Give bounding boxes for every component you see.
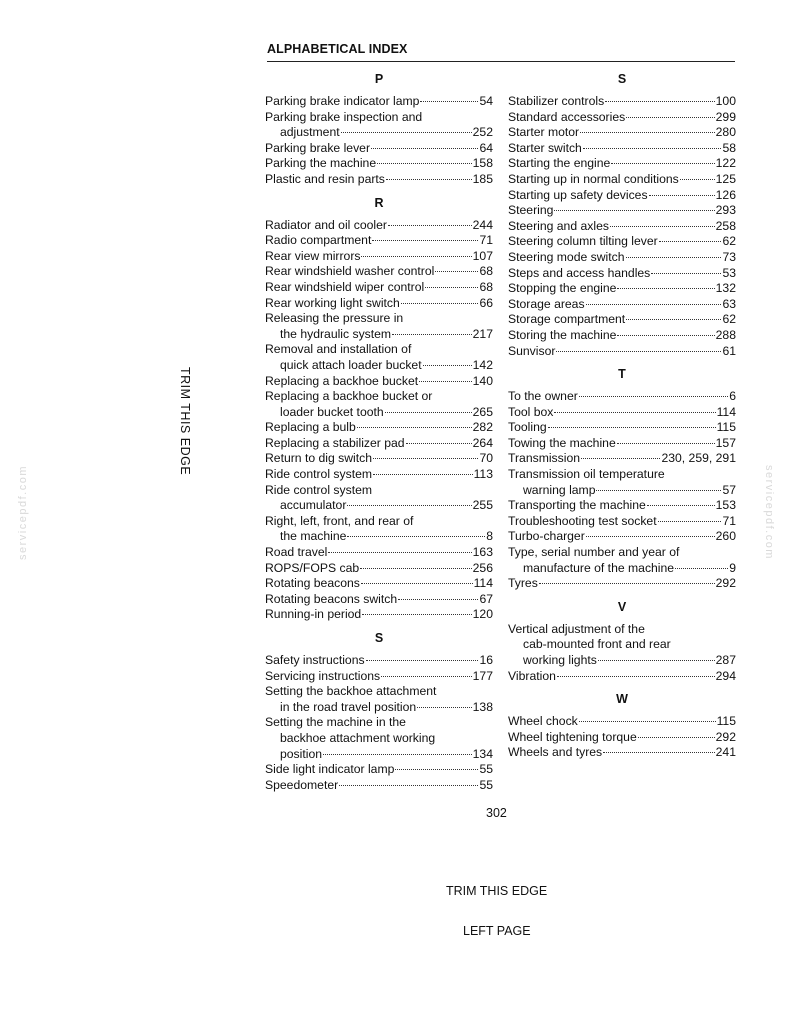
entry-text: Ride control system [265, 467, 373, 482]
entry-text: Rotating beacons [265, 576, 360, 591]
index-entry [265, 684, 493, 715]
index-entry [265, 561, 493, 577]
entry-page-number: 294 [715, 668, 736, 683]
entry-page-number: 230, 259, 291 [661, 451, 736, 466]
index-entry [265, 172, 493, 188]
entry-text: ROPS/FOPS cab [265, 560, 360, 575]
entry-page-number: 62 [722, 234, 736, 249]
entry-text: Rear working light switch [265, 295, 400, 310]
entry-page-number: 217 [472, 326, 493, 341]
leader-dots [596, 490, 721, 491]
index-entry [508, 576, 736, 592]
entry-page-number: 73 [722, 249, 736, 264]
index-entry [265, 451, 493, 467]
entry-page-number: 115 [716, 714, 736, 729]
entry-page-number: 177 [472, 668, 493, 683]
entry-page-number: 67 [479, 591, 493, 606]
leader-dots [401, 303, 479, 304]
entry-page-number: 157 [715, 435, 736, 450]
index-entry [508, 281, 736, 297]
trim-edge-side-label: TRIM THIS EDGE [178, 367, 192, 476]
entry-page-number: 292 [715, 729, 736, 744]
leader-dots [617, 443, 715, 444]
leader-dots [381, 676, 472, 677]
section-letter: S [617, 72, 627, 86]
entry-text: Starter switch [508, 140, 582, 155]
index-entry [265, 110, 493, 141]
index-column-left [265, 72, 493, 793]
leader-dots [626, 319, 721, 320]
entry-text: Troubleshooting test socket [508, 513, 657, 528]
index-entry [265, 592, 493, 608]
entry-text: Towing the machine [508, 435, 616, 450]
entry-page-number: 299 [715, 109, 736, 124]
entry-text: Plastic and resin parts [265, 171, 385, 186]
header-divider [267, 61, 735, 62]
leader-dots [617, 288, 714, 289]
entry-text: Vertical adjustment of the [508, 621, 645, 636]
index-entry [265, 233, 493, 249]
entry-text: Transmission oil temperature [508, 467, 665, 482]
index-column-right [508, 72, 736, 761]
entry-page-number: 241 [715, 745, 736, 760]
index-entry [508, 344, 736, 360]
index-entry [508, 714, 736, 730]
index-entry [265, 778, 493, 794]
leader-dots [611, 163, 714, 164]
index-entry [508, 622, 736, 669]
index-entry [265, 514, 493, 545]
index-entry [508, 297, 736, 313]
leader-dots [347, 505, 471, 506]
leader-dots [554, 210, 714, 211]
entry-text: quick attach loader bucket [280, 357, 422, 372]
entry-page-number: 115 [716, 420, 736, 435]
entry-page-number: 9 [729, 560, 736, 575]
leader-dots [617, 335, 714, 336]
entry-text: Replacing a stabilizer pad [265, 435, 405, 450]
index-entry [265, 576, 493, 592]
index-entry [508, 156, 736, 172]
index-entry [265, 311, 493, 342]
entry-page-number: 153 [715, 498, 736, 513]
entry-text: Ride control system [265, 482, 373, 497]
index-entry [265, 436, 493, 452]
entry-text: Transporting the machine [508, 498, 646, 513]
index-entry [265, 156, 493, 172]
index-entry [508, 141, 736, 157]
index-entry [508, 110, 736, 126]
entry-text: backhoe attachment working [280, 730, 436, 745]
entry-text: Removal and installation of [265, 342, 412, 357]
index-entry [265, 264, 493, 280]
entry-page-number: 260 [715, 529, 736, 544]
watermark-right: servicepdf.com [763, 465, 775, 560]
section-letter: W [616, 692, 628, 707]
entry-text: Radiator and oil cooler [265, 217, 387, 232]
entry-text: Steps and access handles [508, 265, 651, 280]
entry-text: accumulator [280, 498, 347, 513]
leader-dots [323, 754, 472, 755]
entry-page-number: 158 [472, 156, 493, 171]
index-entry [508, 745, 736, 761]
entry-page-number: 125 [715, 171, 736, 186]
entry-text: Setting the machine in the [265, 715, 406, 730]
entry-page-number: 134 [472, 746, 493, 761]
left-page-label: LEFT PAGE [463, 924, 531, 938]
entry-page-number: 16 [479, 653, 493, 667]
entry-page-number: 6 [729, 389, 736, 404]
entry-text: Tool box [508, 404, 554, 419]
entry-page-number: 265 [472, 404, 493, 419]
entry-text: cab-mounted front and rear [523, 637, 671, 652]
index-entry [508, 328, 736, 344]
index-entry [508, 188, 736, 204]
index-entry [508, 420, 736, 436]
index-entry [508, 436, 736, 452]
entry-text: Turbo-charger [508, 529, 585, 544]
leader-dots [626, 117, 714, 118]
entry-text: Parking the machine [265, 156, 377, 171]
entry-page-number: 142 [472, 357, 493, 372]
entry-text: Replacing a bulb [265, 420, 356, 435]
leader-dots [339, 785, 478, 786]
leader-dots [377, 163, 472, 164]
index-entry [508, 250, 736, 266]
entry-text: adjustment [280, 125, 340, 140]
index-entry [508, 514, 736, 530]
leader-dots [373, 474, 473, 475]
entry-text: Standard accessories [508, 109, 626, 124]
entry-text: Rotating beacons switch [265, 591, 398, 606]
index-entry [508, 234, 736, 250]
entry-page-number: 64 [479, 140, 493, 155]
entry-text: Steering column tilting lever [508, 234, 658, 249]
leader-dots [425, 287, 478, 288]
entry-text: Rear view mirrors [265, 248, 361, 263]
leader-dots [362, 614, 471, 615]
entry-text: position [280, 746, 323, 761]
leader-dots [361, 256, 471, 257]
entry-text: Parking brake inspection and [265, 109, 423, 124]
index-entry [265, 762, 493, 778]
index-entry [265, 374, 493, 390]
entry-page-number: 66 [479, 295, 493, 310]
entry-text: Tooling [508, 420, 547, 435]
leader-dots [579, 721, 716, 722]
trim-edge-bottom-label: TRIM THIS EDGE [446, 884, 548, 898]
index-entry [265, 669, 493, 685]
entry-text: Running-in period [265, 607, 362, 622]
leader-dots [557, 676, 715, 677]
entry-page-number: 244 [472, 217, 493, 232]
leader-dots [341, 132, 472, 133]
leader-dots [372, 240, 478, 241]
entry-page-number: 100 [715, 94, 736, 108]
index-entry [508, 545, 736, 576]
index-entry [265, 94, 493, 110]
leader-dots [366, 660, 479, 661]
section-letter: R [374, 195, 384, 210]
entry-text: the machine [280, 529, 347, 544]
leader-dots [579, 396, 728, 397]
leader-dots [680, 179, 715, 180]
leader-dots [420, 101, 478, 102]
leader-dots [423, 365, 472, 366]
index-entry [265, 342, 493, 373]
leader-dots [586, 536, 715, 537]
entry-page-number: 57 [722, 482, 736, 497]
leader-dots [649, 195, 715, 196]
entry-page-number: 70 [479, 451, 493, 466]
entry-page-number: 68 [479, 279, 493, 294]
index-entry [265, 249, 493, 265]
entry-page-number: 114 [473, 576, 493, 591]
entry-page-number: 71 [479, 233, 493, 248]
entry-page-number: 163 [472, 545, 493, 560]
entry-page-number: 264 [472, 435, 493, 450]
leader-dots [647, 505, 715, 506]
leader-dots [554, 412, 715, 413]
index-entry [508, 498, 736, 514]
entry-text: Stabilizer controls [508, 94, 605, 108]
index-entry [508, 172, 736, 188]
page-number: 302 [486, 806, 507, 820]
leader-dots [328, 552, 471, 553]
entry-text: Wheels and tyres [508, 745, 603, 760]
index-header: ALPHABETICAL INDEX [267, 42, 408, 56]
entry-text: Starter motor [508, 125, 580, 140]
leader-dots [638, 737, 715, 738]
index-entry [265, 141, 493, 157]
entry-text: Releasing the pressure in [265, 311, 404, 326]
entry-text: Setting the backhoe attachment [265, 684, 437, 699]
index-entry [265, 420, 493, 436]
entry-text: Wheel chock [508, 714, 578, 729]
index-entry [508, 467, 736, 498]
entry-page-number: 58 [722, 140, 736, 155]
entry-text: Stopping the engine [508, 281, 617, 296]
entry-page-number: 54 [479, 94, 493, 108]
entry-page-number: 252 [472, 125, 493, 140]
entry-text: Steering and axles [508, 218, 609, 233]
leader-dots [659, 241, 722, 242]
index-entry [265, 545, 493, 561]
entry-page-number: 114 [716, 404, 736, 419]
entry-text: Storing the machine [508, 327, 617, 342]
entry-text: Parking brake indicator lamp [265, 94, 420, 108]
index-entry [508, 730, 736, 746]
leader-dots [581, 458, 660, 459]
entry-page-number: 55 [479, 777, 493, 792]
entry-text: Starting up in normal conditions [508, 171, 679, 186]
index-entry [265, 218, 493, 234]
index-entry [508, 529, 736, 545]
leader-dots [603, 752, 715, 753]
leader-dots [361, 583, 473, 584]
index-entry [508, 203, 736, 219]
leader-dots [435, 271, 478, 272]
entry-text: Sunvisor [508, 343, 556, 358]
entry-text: Type, serial number and year of [508, 545, 680, 560]
index-entry [265, 280, 493, 296]
entry-text: Return to dig switch [265, 451, 373, 466]
entry-text: Vibration [508, 668, 556, 683]
entry-text: loader bucket tooth [280, 404, 384, 419]
leader-dots [610, 226, 715, 227]
leader-dots [556, 351, 721, 352]
index-entry [508, 405, 736, 421]
entry-page-number: 126 [715, 187, 736, 202]
entry-page-number: 61 [722, 343, 736, 358]
entry-page-number: 282 [472, 420, 493, 435]
entry-page-number: 255 [472, 498, 493, 513]
index-entry [508, 219, 736, 235]
index-entry [265, 653, 493, 669]
entry-page-number: 55 [479, 762, 493, 777]
entry-text: Starting up safety devices [508, 187, 648, 202]
leader-dots [373, 458, 478, 459]
entry-text: in the road travel position [280, 699, 417, 714]
entry-text: Tyres [508, 576, 538, 591]
leader-dots [386, 179, 472, 180]
index-entry [508, 669, 736, 685]
leader-dots [586, 304, 722, 305]
section-letter: T [618, 367, 626, 382]
leader-dots [419, 381, 472, 382]
index-entry [508, 125, 736, 141]
entry-page-number: 68 [479, 264, 493, 279]
leader-dots [675, 568, 728, 569]
entry-text: Right, left, front, and rear of [265, 513, 414, 528]
entry-text: Steering mode switch [508, 249, 625, 264]
leader-dots [392, 334, 472, 335]
entry-page-number: 140 [472, 373, 493, 388]
entry-page-number: 185 [472, 171, 493, 186]
entry-text: the hydraulic system [280, 326, 392, 341]
entry-text: Road travel [265, 545, 328, 560]
index-entry [265, 607, 493, 623]
entry-text: Rear windshield wiper control [265, 279, 425, 294]
leader-dots [598, 660, 715, 661]
leader-dots [605, 101, 714, 102]
entry-page-number: 138 [472, 699, 493, 714]
index-entry [265, 296, 493, 312]
entry-text: Storage areas [508, 296, 585, 311]
entry-page-number: 107 [472, 248, 493, 263]
leader-dots [539, 583, 715, 584]
leader-dots [385, 412, 472, 413]
entry-text: Side light indicator lamp [265, 762, 395, 777]
entry-text: Speedometer [265, 777, 339, 792]
entry-page-number: 288 [715, 327, 736, 342]
leader-dots [360, 568, 472, 569]
leader-dots [626, 257, 722, 258]
section-letter: V [617, 599, 627, 614]
leader-dots [583, 148, 722, 149]
entry-page-number: 8 [486, 529, 493, 544]
index-entry [265, 715, 493, 762]
entry-page-number: 53 [722, 265, 736, 280]
entry-page-number: 63 [722, 296, 736, 311]
entry-page-number: 132 [715, 281, 736, 296]
entry-page-number: 62 [722, 312, 736, 327]
leader-dots [371, 148, 478, 149]
entry-text: Parking brake lever [265, 140, 370, 155]
leader-dots [548, 427, 716, 428]
entry-page-number: 292 [715, 576, 736, 591]
entry-text: Transmission [508, 451, 581, 466]
leader-dots [357, 427, 472, 428]
section-letter: S [374, 631, 384, 645]
index-entry [508, 389, 736, 405]
index-entry [508, 266, 736, 282]
entry-text: working lights [523, 653, 597, 667]
entry-text: Replacing a backhoe bucket or [265, 389, 433, 404]
leader-dots [658, 521, 722, 522]
index-entry [265, 483, 493, 514]
entry-text: Radio compartment [265, 233, 372, 248]
entry-page-number: 71 [722, 513, 736, 528]
entry-page-number: 287 [715, 653, 736, 667]
leader-dots [398, 599, 478, 600]
entry-page-number: 256 [472, 560, 493, 575]
entry-text: Storage compartment [508, 312, 626, 327]
leader-dots [388, 225, 472, 226]
entry-text: Starting the engine [508, 156, 611, 171]
entry-text: Wheel tightening torque [508, 729, 637, 744]
index-entry [508, 451, 736, 467]
index-entry [265, 389, 493, 420]
watermark-left: servicepdf.com [17, 465, 29, 560]
entry-page-number: 293 [715, 203, 736, 218]
leader-dots [406, 443, 472, 444]
entry-text: Replacing a backhoe bucket [265, 373, 419, 388]
leader-dots [417, 707, 471, 708]
leader-dots [651, 273, 721, 274]
entry-text: Rear windshield washer control [265, 264, 435, 279]
entry-text: warning lamp [523, 482, 596, 497]
entry-text: Steering [508, 203, 554, 218]
entry-text: To the owner [508, 389, 578, 404]
entry-page-number: 258 [715, 218, 736, 233]
entry-page-number: 122 [715, 156, 736, 171]
index-entry [508, 94, 736, 110]
leader-dots [395, 769, 478, 770]
entry-text: Safety instructions [265, 653, 365, 667]
leader-dots [347, 536, 485, 537]
entry-page-number: 120 [472, 607, 493, 622]
section-letter: P [374, 72, 384, 86]
index-entry [265, 467, 493, 483]
entry-text: manufacture of the machine [523, 560, 675, 575]
entry-page-number: 280 [715, 125, 736, 140]
index-entry [508, 312, 736, 328]
leader-dots [580, 132, 715, 133]
entry-text: Servicing instructions [265, 668, 381, 683]
entry-page-number: 113 [473, 467, 493, 482]
